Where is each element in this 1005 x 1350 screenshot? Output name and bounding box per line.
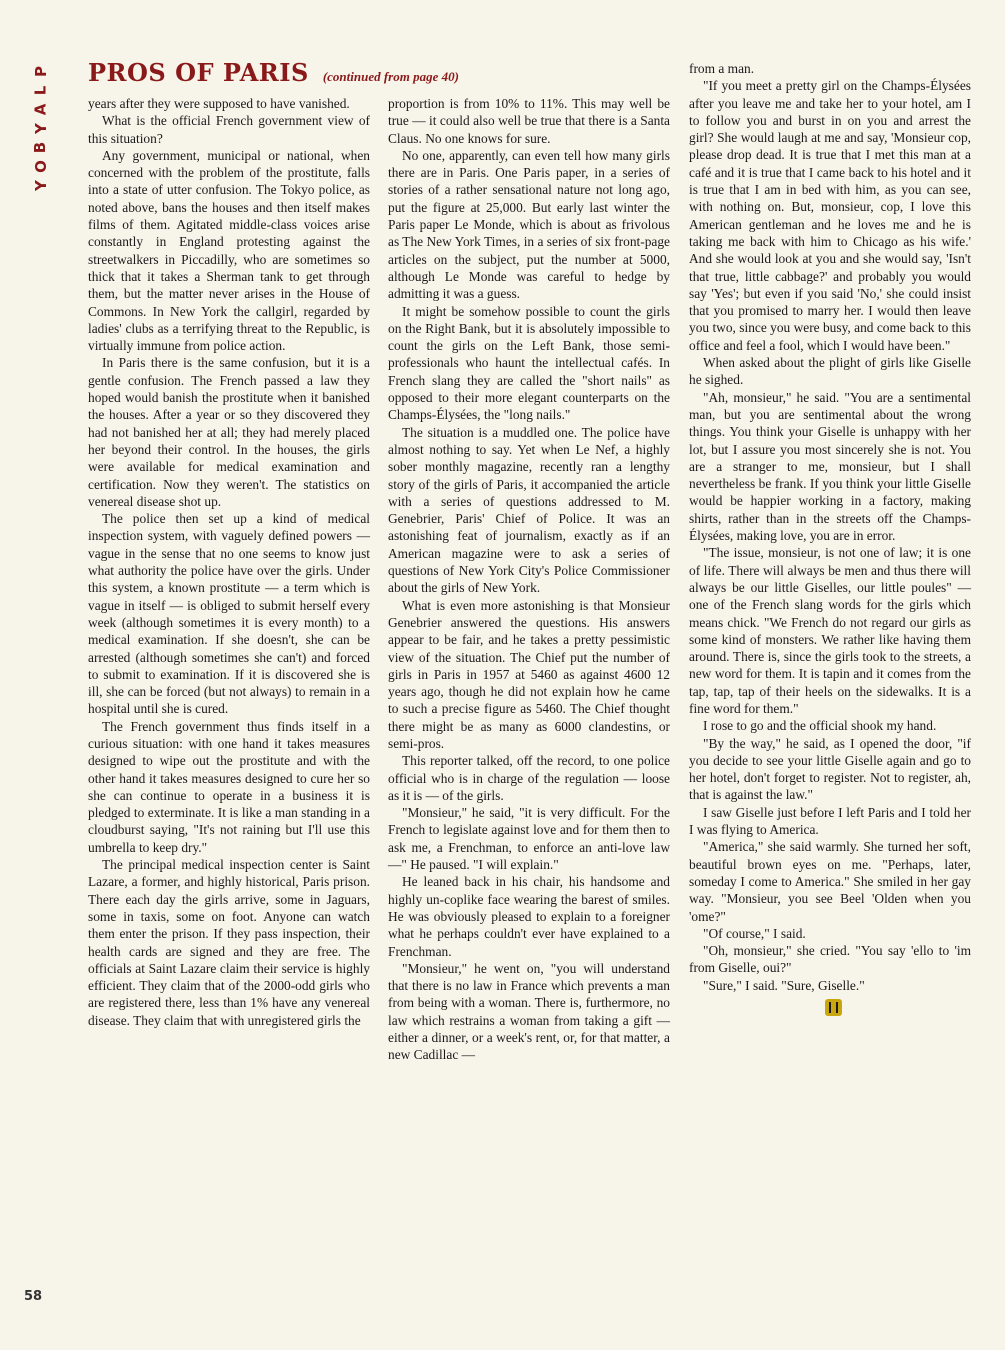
text-column-2 — [388, 95, 670, 1064]
paragraph: In Paris there is the same confusion, but it is a gentle confusion. The French passed a law they hoped would banish the prostitute when it banished the houses. After a year or so they discovered they had not banished her at all; they had merely placed her beyond their control. In the houses, the girls were available for medical examination and certification. Now they weren't. The statistics on venereal disease shot up. — [88, 355, 370, 509]
paragraph: When asked about the plight of girls like Giselle he sighed. — [689, 355, 971, 388]
paragraph: I rose to go and the official shook my hand. — [703, 718, 937, 734]
paragraph: The police then set up a kind of medical inspection system, with vaguely defined powers — vague in the sense that no one seems to know just what authority the police have over the girls. Under this system, a known prostitute — a term which is vague in itself — is obliged to submit herself every week (although sometimes it is every month) to a medical examination. If she doesn't, she can be arrested (although sometimes she can't) and forced to submit to examination. If it is discovered she is ill, she can be forced (but not always) to remain in a hospital until she is cured. — [88, 511, 370, 717]
text-column-3 — [689, 60, 971, 1016]
paragraph: "Oh, monsieur," she cried. "You say 'ello to 'im from Giselle, oui?" — [689, 943, 971, 976]
paragraph: "Monsieur," he went on, "you will understand that there is no law in France which prevents a man from being with a woman. There is, furthermore, no law which restrains a woman from taking a gift — either a dinner, or a week's rent, or, for that matter, a new Cadillac — — [388, 960, 670, 1063]
vertical-magazine-title — [30, 62, 52, 195]
paragraph: The situation is a muddled one. The police have almost nothing to say. Yet when Le Nef, a highly sober monthly magazine, recently ran a lengthy story of the girls of Paris, it accompanied the article with a series of questions addressed to M. Genebrier, Paris' Chief of Police. It was an astonishing feat of journalism, exactly as if an American magazine were to ask a series of questions of New York City's Police Commissioner about the girls of New York. — [388, 424, 670, 596]
paragraph: from a man. — [689, 61, 755, 76]
paragraph: "America," she said warmly. She turned her soft, beautiful brown eyes on me. "Perhaps, later, someday I come to America." She smiled in her gay way. "Monsieur, you see Beel 'Olden when you 'ome?" — [689, 839, 971, 924]
end-mark-row — [689, 998, 971, 1016]
paragraph: "Monsieur," he said, "it is very difficult. For the French to legislate against love and for them then to ask me, a Frenchman, to enforce an anti-love law —" He paused. "I will explain." — [388, 805, 670, 873]
paragraph: It might be somehow possible to count the girls on the Right Bank, but it is absolutely impossible to count the girls on the Left Bank, those semi-professionals who haunt the intellectual cafés. In French slang they are called the "short nails" as opposed to their more elegant counterparts on the Champs-Élysées, the "long nails." — [388, 303, 670, 423]
paragraph: I saw Giselle just before I left Paris and I told her I was flying to America. — [689, 804, 971, 838]
paragraph: years after they were supposed to have vanished. — [88, 96, 350, 111]
paragraph: What is even more astonishing is that Monsieur Genebrier answered the questions. His answers appear to be fair, and he takes a pretty pessimistic view of the situation. The Chief put the number of girls in Paris in 1957 at 5460 as against 4600 12 years ago, though he did not explain how he came to such a precise figure as 5460. The Chief thought there might be as many as 6000 clandestins, or semi-pros. — [388, 597, 670, 751]
paragraph: Any government, municipal or national, when concerned with the problem of the prostitute, falls into a state of utter confusion. The Tokyo police, as noted above, bans the houses and then itself makes films of them. Agitated middle-class voices arise constantly in England protesting against the streetwalkers in Piccadilly, who are sometimes so thick that it takes a Sherman tank to get through them, but the matter never arises in the House of Commons. In New York the callgirl, regarded by ladies' clubs as a terrifying threat to the Republic, is virtually immune from police action. — [88, 147, 370, 354]
paragraph: "If you meet a pretty girl on the Champs-Élysées after you leave me and take her to your hotel, am I to follow you and burst in on you and arrest the girl? She would laugh at me and say, 'Monsieur cop, please drop dead. It is true that I met this man at a café and it is true that I came back to his hotel and it is true that I am in bed with him, as you can see, with nothing on. But, monsieur, cop, I love this American gentleman and he loves me and he is taking me back with him to Chicago as his wife.' And she would look at you and she would say, 'Isn't that true, little cabbage?' and probably you would say 'Yes'; but even if you said 'No,' she could insist that you promised to marry her. I would then leave you two, since you were busy, and come back to this office and feel a fool, which I would have been." — [689, 78, 971, 353]
paragraph: "Sure," I said. "Sure, Giselle." — [703, 977, 865, 993]
paragraph: The French government thus finds itself in a curious situation: with one hand it takes measures designed to wipe out the prostitute and with the other hand it takes measures designed to cure her so she can continue to operate in a business it is pledged to exterminate. It is like a man standing in a cloudburst saying, "It's not raining but I'll use this umbrella to keep dry." — [88, 718, 370, 855]
vertical-title-letter: P — [31, 66, 50, 77]
article-header — [88, 58, 459, 88]
text-column-1 — [88, 95, 370, 1029]
paragraph: "Ah, monsieur," he said. "You are a sentimental man, but you are sentimental about the wrong things. You think your Giselle is unhappy with her lot, but I assure you most sincerely she is not. You are a stranger to me, monsieur, but I shall nevertheless be frank. If you think your little Giselle would be happier working in a factory, making shirts, rather than in the streets off the Champs-Élysées, making love, you are in error. — [689, 389, 971, 544]
vertical-title-letter: Y — [31, 180, 50, 191]
paragraph: No one, apparently, can even tell how many girls there are in Paris. One Paris paper, in a series of stories of a rather sensational nature not long ago, put the figure at 25,000. But early last winter the Paris paper Le Monde, which is about as frivolous as The New York Times, in a series of six front-page articles on the subject, put the number at 5000, although Le Monde was careful to hedge by admitting it was a guess. — [388, 147, 670, 302]
vertical-title-letter: L — [31, 85, 50, 96]
paragraph: proportion is from 10% to 11%. This may well be true — it could also well be true that there is a Santa Claus. No one knows for sure. — [388, 96, 670, 146]
paragraph: "Of course," I said. — [703, 925, 806, 941]
paragraph: The principal medical inspection center is Saint Lazare, a former, and highly historical, Paris prison. There each day the girls arrive, some in Jaguars, some in taxis, some on foot. Anyone can watch them enter the prison. If they pass inspection, their health cards are signed and they are free. The officials at Saint Lazare claim their service is highly efficient. They claim that of the 2000-odd girls who are registered there, less than 1% have any venereal disease. They claim that with unregistered girls the — [88, 857, 370, 1028]
vertical-title-letter: O — [31, 160, 50, 173]
vertical-title-letter: B — [31, 141, 50, 154]
paragraph: What is the official French government view of this situation? — [88, 113, 370, 146]
paragraph: "The issue, monsieur, is not one of law; it is one of life. There will always be men and thus there will always be our little Giselles, our little poules" — one of the French slang words for the girls which means chick. "We French do not regard our girls as some kind of monsters. We rather like having them around. There is, since the girls took to the streets, a new word for them. It is tapin and it comes from the tap, tap, tap of their heels on the sidewalks. It is a fine word for them." — [689, 545, 971, 716]
paragraph: He leaned back in his chair, his handsome and highly un-coplike face wearing the barest of smiles. He was obviously pleased to explain to a foreigner what he perhaps couldn't ever have explained to a Frenchman. — [388, 874, 670, 959]
article-title: PROS OF PARIS — [88, 58, 309, 87]
vertical-title-letter: A — [31, 103, 50, 116]
paragraph: "By the way," he said, as I opened the door, "if you decide to see your little Giselle again and go to her hotel, don't forget to register. Not to register, ah, that is against the law." — [689, 735, 971, 803]
continued-note: (continued from page 40) — [322, 69, 459, 84]
vertical-title-letter: Y — [31, 123, 50, 134]
rabbit-head-end-mark-icon — [825, 999, 842, 1016]
paragraph: This reporter talked, off the record, to one police official who is in charge of the regulation — loose as it is — of the girls. — [388, 753, 670, 803]
page-number: 58 — [24, 1289, 43, 1304]
